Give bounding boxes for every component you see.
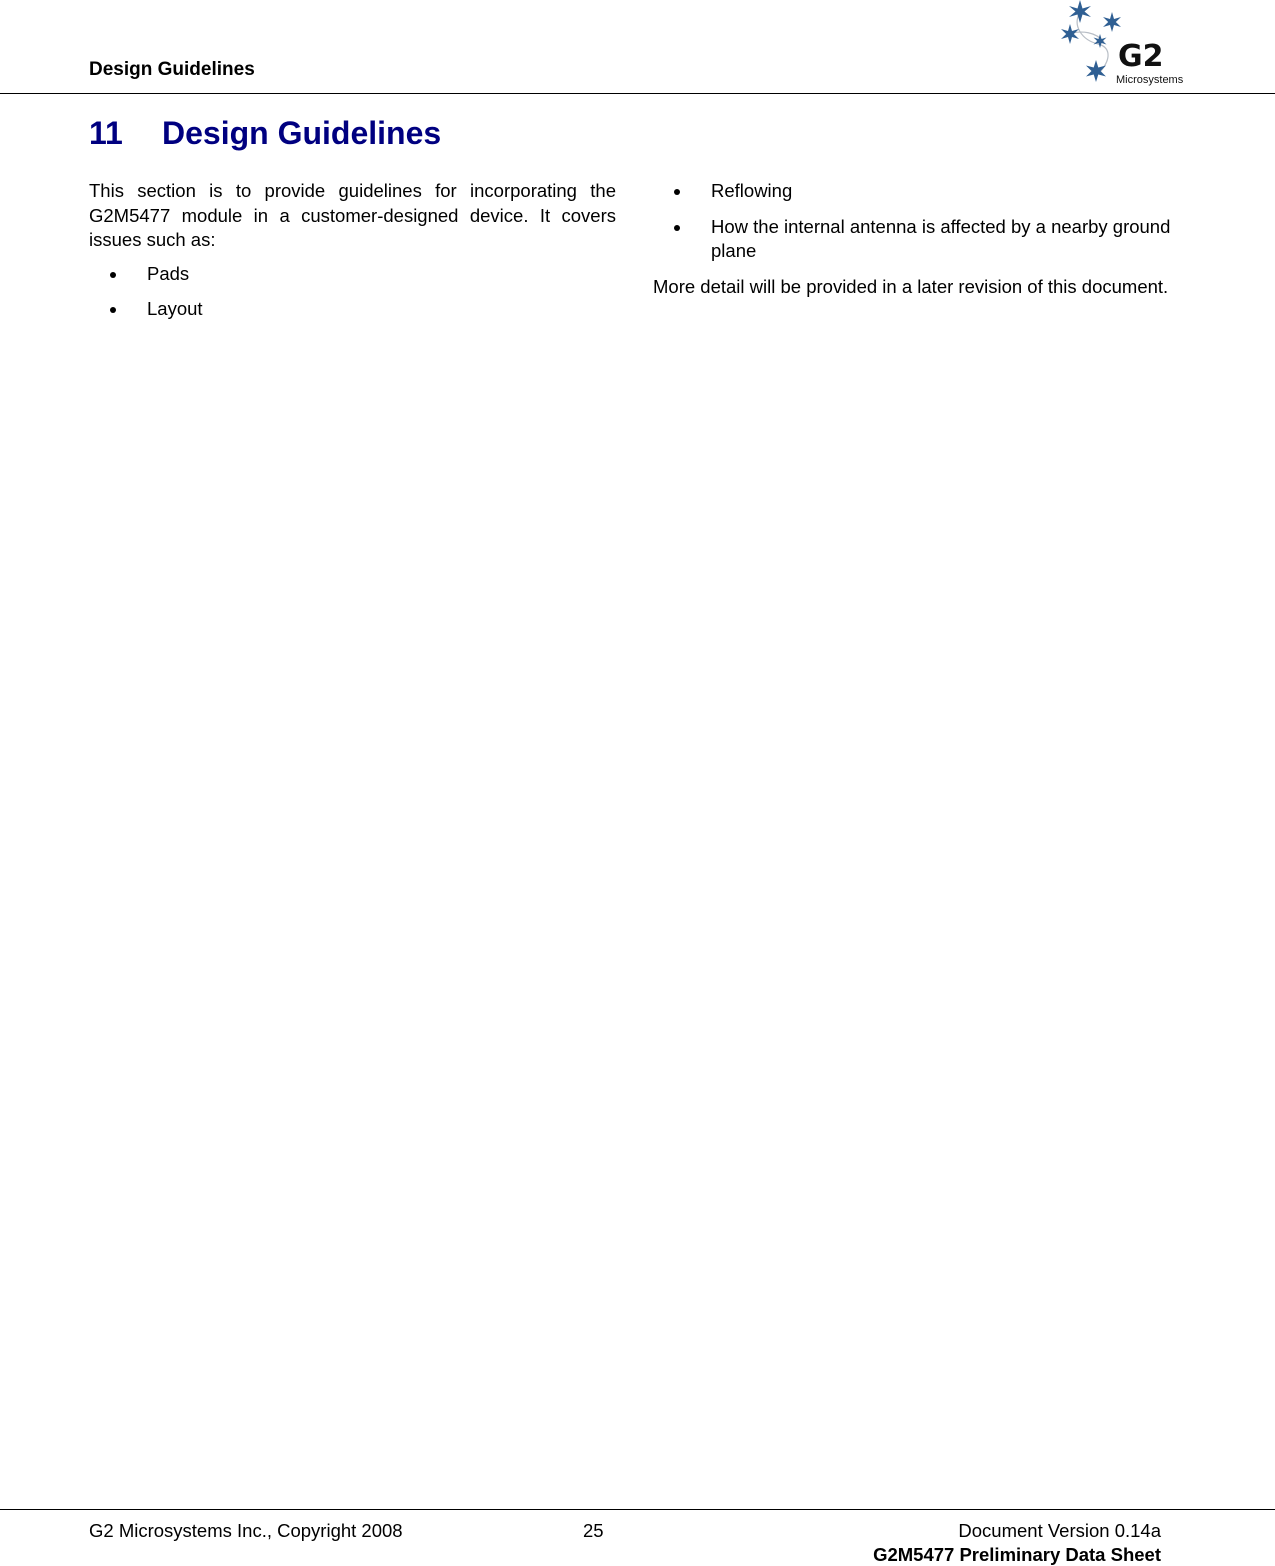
section-title-text: Design Guidelines [162,115,442,151]
list-item [653,179,1180,204]
list-item-text: Layout [147,298,203,319]
footer-copyright: G2 Microsystems Inc., Copyright 2008 [89,1520,403,1541]
bullet-list-left [89,262,616,322]
bullet-icon [110,307,116,313]
list-item-text: Reflowing [711,180,793,201]
bullet-list-right [653,179,1180,264]
left-column [89,179,616,333]
right-column [653,179,1180,299]
logo-wordmark: Microsystems [1116,74,1184,86]
intro-paragraph: This section is to provide guidelines for incorporating the G2M5477 module in a customer-designed device. It covers issues such as: [89,180,616,250]
bullet-icon [110,272,116,278]
closing-paragraph: More detail will be provided in a later revision of this document. [653,275,1169,297]
section-heading [89,113,441,153]
logo-mark: G2 [1118,39,1164,74]
list-item-text: How the internal antenna is affected by a nearby ground plane [711,215,1171,261]
document-title: G2M5477 Preliminary Data Sheet [873,1544,1161,1565]
list-item [89,297,616,322]
bullet-icon [674,225,680,231]
company-logo [1052,0,1192,90]
page-number: 25 [583,1520,604,1541]
header-divider [0,93,1275,94]
list-item-text: Pads [147,262,190,284]
section-number: 11 [89,115,123,151]
list-item [89,262,616,287]
g2-microsystems-logo-icon [1052,0,1192,90]
running-header-title: Design Guidelines [89,59,255,80]
bullet-icon [674,189,680,195]
document-version: Document Version 0.14a [958,1520,1161,1541]
footer-divider [0,1509,1275,1510]
list-item [653,215,1180,264]
